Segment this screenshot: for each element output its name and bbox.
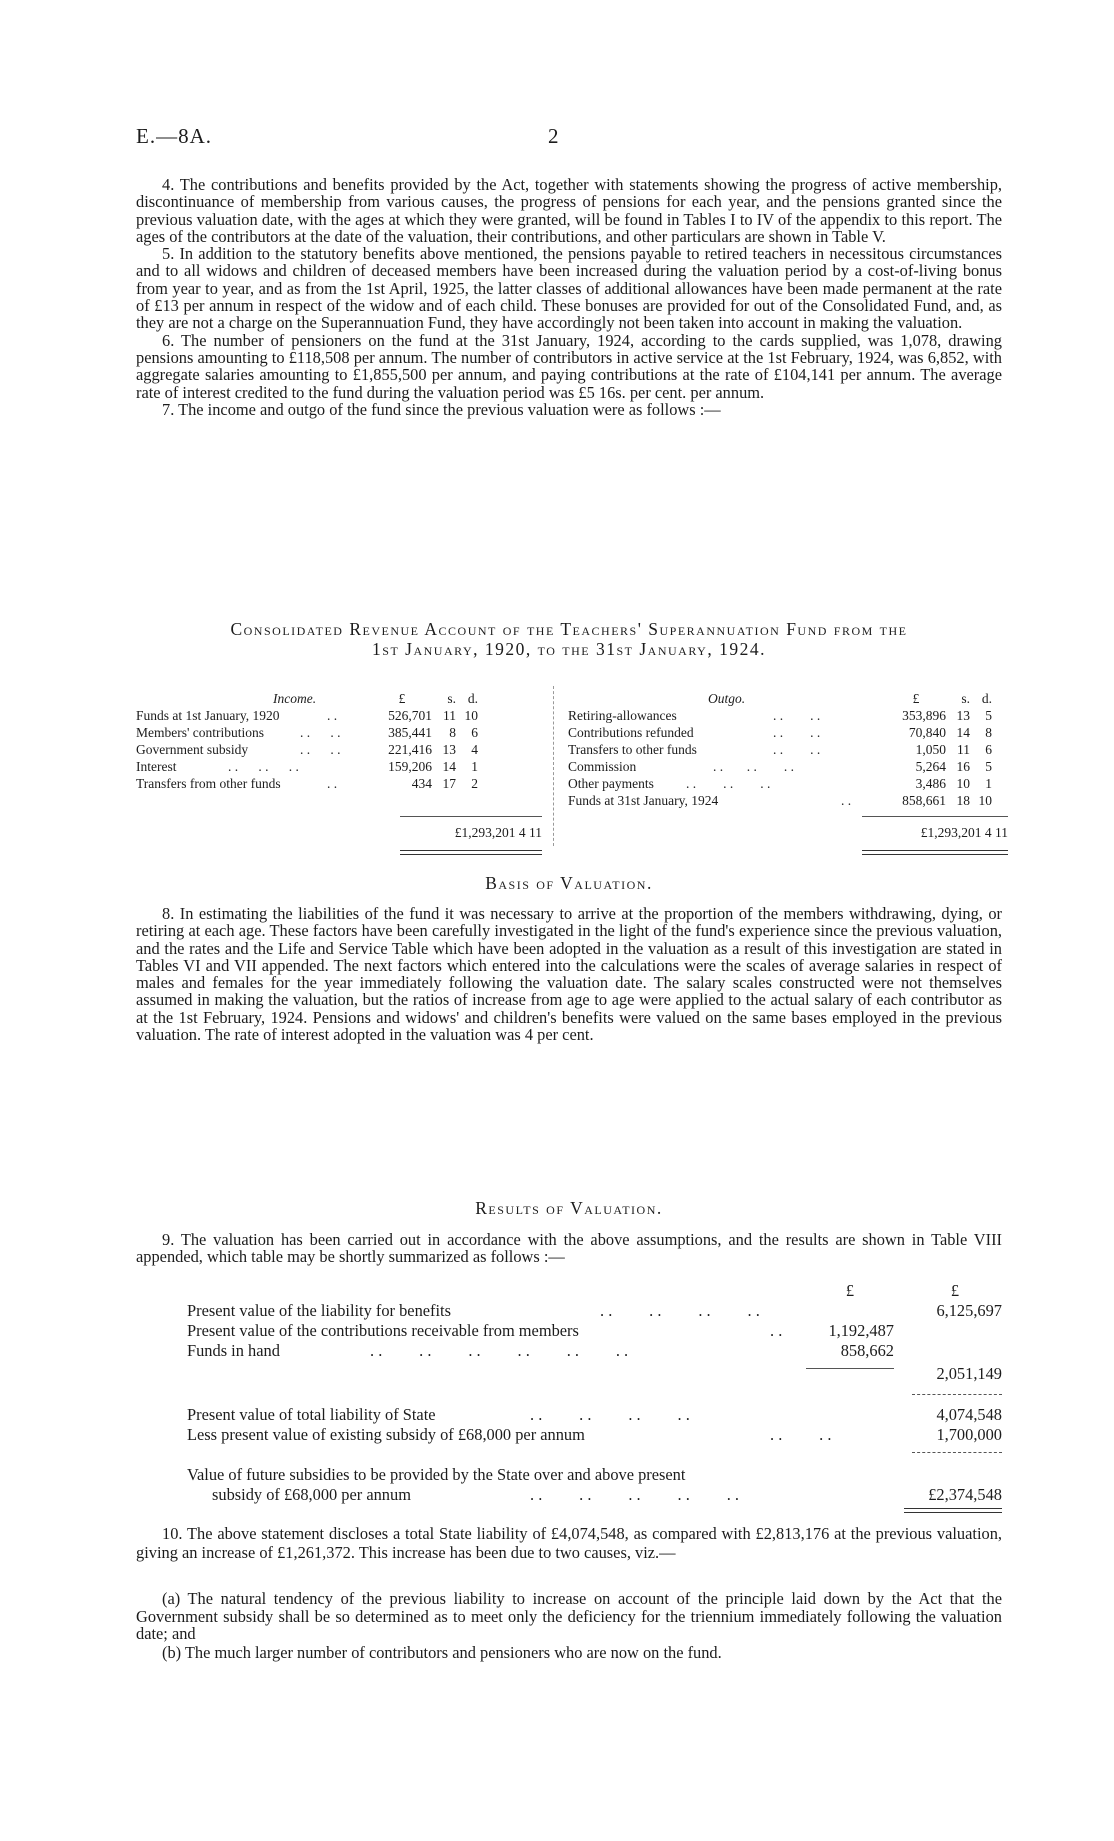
outgo-pence: 5 — [985, 759, 992, 774]
paragraph-8: 8. In estimating the liabilities of the fund it was necessary to arrive at the proportion of the members withdrawing, dying, or retiring at each age. These factors have been carefully investigated in the light of the fund's experience since the previous valuation, and the rates and the Life and Service Table which have been adopted in the valuation as a result of this investigation are stated in Tables VI and VII appended. The next factors which entered into the calculations were the scales of average salaries in respect of males and females for the year immediately following the valuation date. The salary scales constructed were not themselves assumed in making the valuation, but the ratios of increase from age to age were applied to the actual salary of each contributor as at the 1st February, 1924. Pensions and widows' and children's benefits were valued on the same bases employed in the previous valuation. The rate of interest adopted in the valuation was 4 per cent. — [136, 904, 1002, 1045]
outgo-pence: 5 — [985, 708, 992, 723]
income-subtotal-rule — [400, 816, 542, 817]
outgo-row: Other payments . . . . . . 3,486 10 1 — [568, 776, 992, 791]
outgo-shillings: 13 — [956, 708, 970, 723]
final-double-rule — [904, 1508, 1002, 1513]
paragraph-a-block — [136, 1590, 1002, 1643]
outgo-pence: 6 — [985, 742, 992, 757]
outgo-pence: 8 — [985, 725, 992, 740]
funds-in-hand-label: Funds in hand — [187, 1341, 280, 1360]
paragraph-6: 6. The number of pensioners on the fund at the 31st January, 1924, according to the cards supplied, was 1,078, drawing pensions amounting to £118,508 per annum. The number of contributors in active service at the 1st February, 1924, was 6,852, with aggregate salaries amounting to £1,855,500 per annum, and paying contributions at the rate of £104,141 per annum. The average rate of interest credited to the fund during the valuation period was £5 16s. per cent. per annum. — [136, 330, 1002, 402]
paragraph-9: 9. The valuation has been carried out in accordance with the above assumptions, and the results are shown in Table VIII appended, which table may be shortly summarized as follows :— — [136, 1230, 1002, 1267]
dot-leaders: . . . . . . . . . . — [530, 1485, 739, 1504]
income-shillings: 17 — [442, 776, 456, 791]
col2-currency-header: £ — [950, 1281, 960, 1300]
paragraph-b-block — [136, 1644, 1002, 1661]
outgo-label: Contributions refunded — [568, 725, 694, 740]
paragraphs-4-7 — [136, 176, 1002, 418]
liability-benefits-label: Present value of the liability for benefits — [187, 1301, 451, 1320]
outgo-table — [568, 690, 1008, 809]
account-title-line-1: Consolidated Revenue Account of the Teachers' Superannuation Fund from the — [230, 619, 908, 639]
outgo-label: Funds at 31st January, 1924 — [568, 793, 719, 808]
page-number: 2 — [548, 124, 559, 148]
income-pounds: 526,701 — [388, 708, 432, 723]
outgo-shillings: 10 — [956, 776, 970, 791]
outgo-subtotal-rule — [862, 816, 1008, 817]
outgo-pounds: 1,050 — [915, 742, 946, 757]
total-rule — [912, 1394, 1002, 1395]
dot-leaders: . . . . — [770, 1425, 832, 1444]
dot-leaders: . . . . . . . . — [600, 1301, 760, 1320]
outgo-row: Funds at 31st January, 1924 . . 858,661 18 10 — [568, 793, 992, 808]
paragraph-5: 5. In addition to the statutory benefits above mentioned, the pensions payable to retired teachers in necessitous circumstances and to all widows and children of deceased members have been increased during the valuation period by a cost-of-living bonus from year to year, and as from the 1st April, 1925, the latter classes of additional allowances have been made permanent at the rate of £13 per annum in respect of the widow and of each child. These bonuses are provided for out of the Consolidated Fund, and, as they are not a charge on the Superannuation Fund, they have accordingly not been taken into account in making the valuation. — [136, 244, 1002, 333]
state-liability-label: Present value of total liability of State — [187, 1405, 436, 1424]
contributions-receivable-value: 1,192,487 — [828, 1321, 894, 1340]
income-pence: 2 — [471, 776, 478, 791]
pounds-header: £ — [912, 691, 920, 706]
future-subsidies-value: £2,374,548 — [928, 1485, 1002, 1504]
future-subsidies-label-line1: Value of future subsidies to be provided by the State over and above present — [187, 1465, 686, 1484]
outgo-pounds: 353,896 — [902, 708, 946, 723]
existing-subsidy-value: 1,700,000 — [936, 1425, 1002, 1444]
outgo-label: Commission — [568, 759, 637, 774]
liability-benefits-value: 6,125,697 — [936, 1301, 1002, 1320]
income-header: Income. — [273, 691, 317, 706]
outgo-row: Contributions refunded . . . . 70,840 14 8 — [568, 725, 992, 740]
dot-leaders: . . — [770, 1321, 783, 1340]
outgo-total: £1,293,201 4 11 — [920, 825, 1008, 840]
income-total: £1,293,201 4 11 — [454, 825, 542, 840]
results-of-valuation-heading: Results of Valuation. — [475, 1198, 663, 1218]
outgo-shillings: 18 — [956, 793, 970, 808]
income-label: Interest — [136, 759, 177, 774]
outgo-shillings: 14 — [956, 725, 970, 740]
future-subsidies-label-line2: subsidy of £68,000 per annum — [212, 1485, 411, 1504]
funds-in-hand-value: 858,662 — [840, 1341, 894, 1360]
col1-currency-header: £ — [845, 1281, 855, 1300]
income-row: Members' contributions . . . . 385,441 8 6 — [136, 725, 478, 740]
outgo-pence: 10 — [978, 793, 992, 808]
dot-leaders: . . . . . . . . — [530, 1405, 690, 1424]
outgo-pounds: 5,264 — [915, 759, 946, 774]
state-liability-value: 4,074,548 — [936, 1405, 1002, 1424]
outgo-shillings: 11 — [957, 742, 970, 757]
income-shillings: 13 — [442, 742, 456, 757]
income-pence: 4 — [471, 742, 478, 757]
outgo-row: Commission . . . . . . 5,264 16 5 — [568, 759, 992, 774]
outgo-label: Retiring-allowances — [568, 708, 677, 723]
dot-leaders: . . . . . . . . . . . . — [370, 1341, 629, 1360]
income-total-double-rule — [400, 850, 542, 855]
pence-header: d. — [981, 691, 992, 706]
outgo-row: Retiring-allowances . . . . 353,896 13 5 — [568, 708, 992, 723]
deductions-total-value: 2,051,149 — [936, 1364, 1002, 1383]
paragraph-4: 4. The contributions and benefits provided by the Act, together with statements showing the progress of active membership, discontinuance of membership from various causes, the progress of pensions for each year, and the pensions granted since the previous valuation date, with the ages at which they were granted, will be found in Tables I to IV of the appendix to this report. The ages of the contributors at the date of the valuation, their contributions, and other particulars are shown in Table V. — [136, 175, 1002, 246]
income-row: Transfers from other funds . . 434 17 2 — [136, 776, 478, 791]
outgo-pounds: 70,840 — [908, 725, 946, 740]
outgo-pence: 1 — [985, 776, 992, 791]
paragraph-b: (b) The much larger number of contributors and pensioners who are now on the fund. — [162, 1643, 722, 1662]
outgo-shillings: 16 — [956, 759, 970, 774]
pence-header: d. — [467, 691, 478, 706]
paragraph-10: 10. The above statement discloses a total State liability of £4,074,548, as compared with £2,813,176 at the previous valuation, giving an increase of £1,261,372. This increase has been due to two causes, viz.— — [136, 1524, 1002, 1562]
income-pounds: 159,206 — [388, 759, 432, 774]
income-row: Interest . . . . . . 159,206 14 1 — [136, 759, 478, 774]
income-pence: 10 — [464, 708, 478, 723]
existing-subsidy-label: Less present value of existing subsidy of £68,000 per annum — [187, 1425, 585, 1444]
basis-of-valuation-heading: Basis of Valuation. — [485, 873, 653, 893]
income-pence: 6 — [471, 725, 478, 740]
paragraph-8-block — [136, 905, 1002, 1043]
income-shillings: 11 — [443, 708, 456, 723]
income-label: Funds at 1st January, 1920 — [136, 708, 280, 723]
income-row: Funds at 1st January, 1920 . . 526,701 11 10 — [136, 708, 478, 723]
outgo-pounds: 858,661 — [902, 793, 946, 808]
income-label: Transfers from other funds — [136, 776, 281, 791]
outgo-pounds: 3,486 — [915, 776, 946, 791]
income-table — [136, 690, 546, 792]
shillings-header: s. — [447, 691, 456, 706]
income-pence: 1 — [471, 759, 478, 774]
income-label: Members' contributions — [136, 725, 265, 740]
column-divider — [553, 686, 554, 846]
outgo-row: Transfers to other funds . . . . 1,050 11 6 — [568, 742, 992, 757]
difference-rule — [912, 1452, 1002, 1453]
paragraph-10-block — [136, 1524, 1002, 1562]
outgo-label: Transfers to other funds — [568, 742, 697, 757]
income-pounds: 385,441 — [388, 725, 432, 740]
income-shillings: 8 — [449, 725, 456, 740]
income-label: Government subsidy — [136, 742, 249, 757]
document-reference: E.—8A. — [136, 124, 212, 148]
income-pounds: 221,416 — [388, 742, 432, 757]
outgo-label: Other payments — [568, 776, 654, 791]
contributions-receivable-label: Present value of the contributions receivable from members — [187, 1321, 579, 1340]
paragraph-9-block — [136, 1231, 1002, 1266]
paragraph-7: 7. The income and outgo of the fund since the previous valuation were as follows :— — [162, 399, 721, 419]
income-pounds: 434 — [411, 776, 432, 791]
paragraph-a: (a) The natural tendency of the previous liability to increase on account of the principle laid down by the Act that the Government subsidy shall be so determined as to meet only the deficiency for the triennium immediately following the valuation date; and — [136, 1589, 1002, 1643]
income-row: Government subsidy . . . . 221,416 13 4 — [136, 742, 478, 757]
outgo-total-double-rule — [862, 850, 1008, 855]
account-title-line-2: 1st January, 1920, to the 31st January, 1924. — [372, 639, 766, 659]
shillings-header: s. — [961, 691, 970, 706]
income-shillings: 14 — [442, 759, 456, 774]
pounds-header: £ — [398, 691, 406, 706]
outgo-header: Outgo. — [708, 691, 746, 706]
